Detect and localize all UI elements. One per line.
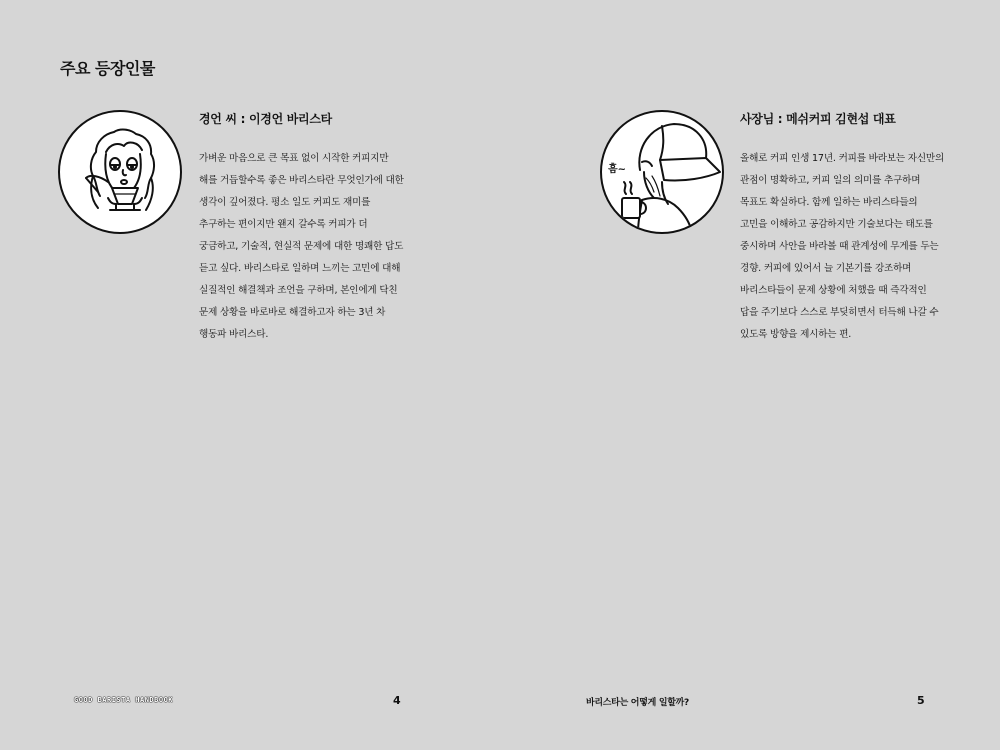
page-number: 4 <box>393 694 401 707</box>
running-head: 바리스타는 어떻게 일할까? <box>586 698 689 708</box>
owner-with-cap-and-mug-icon <box>602 112 722 232</box>
character-name: 경언 씨 : 이경언 바리스타 <box>199 112 332 126</box>
right-page <box>500 0 1000 750</box>
page-number: 5 <box>917 694 925 707</box>
barista-woman-drinking-icon <box>60 112 180 232</box>
running-head: GOOD BARISTA HANDBOOK <box>74 696 174 704</box>
barista-portrait <box>58 110 182 234</box>
section-title: 주요 등장인물 <box>60 59 155 78</box>
portrait-caption: 흠~ <box>608 164 627 175</box>
character-description: 올해로 커피 인생 17년. 커피를 바라보는 자신만의 관점이 명확하고, 커피 일의 의미를 추구하며 목표도 확실하다. 함께 일하는 바리스타들의 고민을 이해하고 공감하지만 기술보다는 태도를 중시하며 사안을 바라볼 때 관계성에 무게를 두는 경향. 커피에 있어서 늘 기본기를 강조하며 바리스타들이 문제 상황에 처했을 때 즉각적인 답을 주기보다 스스로 부딪히면서 터득해 나갈 수 있도록 방향을 제시하는 편. <box>740 153 945 340</box>
owner-portrait <box>600 110 724 234</box>
character-name: 사장님 : 메쉬커피 김현섭 대표 <box>740 112 896 126</box>
character-description: 가벼운 마음으로 큰 목표 없이 시작한 커피지만 해를 거듭할수록 좋은 바리스타란 무엇인가에 대한 생각이 깊어졌다. 평소 일도 커피도 재미를 추구하는 편이지만 왠지 갈수록 커피가 더 궁금하고, 기술적, 현실적 문제에 대한 명쾌한 답도 듣고 싶다. 바리스타로 일하며 느끼는 고민에 대해 실질적인 해결책과 조언을 구하며, 본인에게 닥친 문제 상황을 바로바로 해결하고자 하는 3년 차 행동파 바리스타. <box>199 153 404 340</box>
